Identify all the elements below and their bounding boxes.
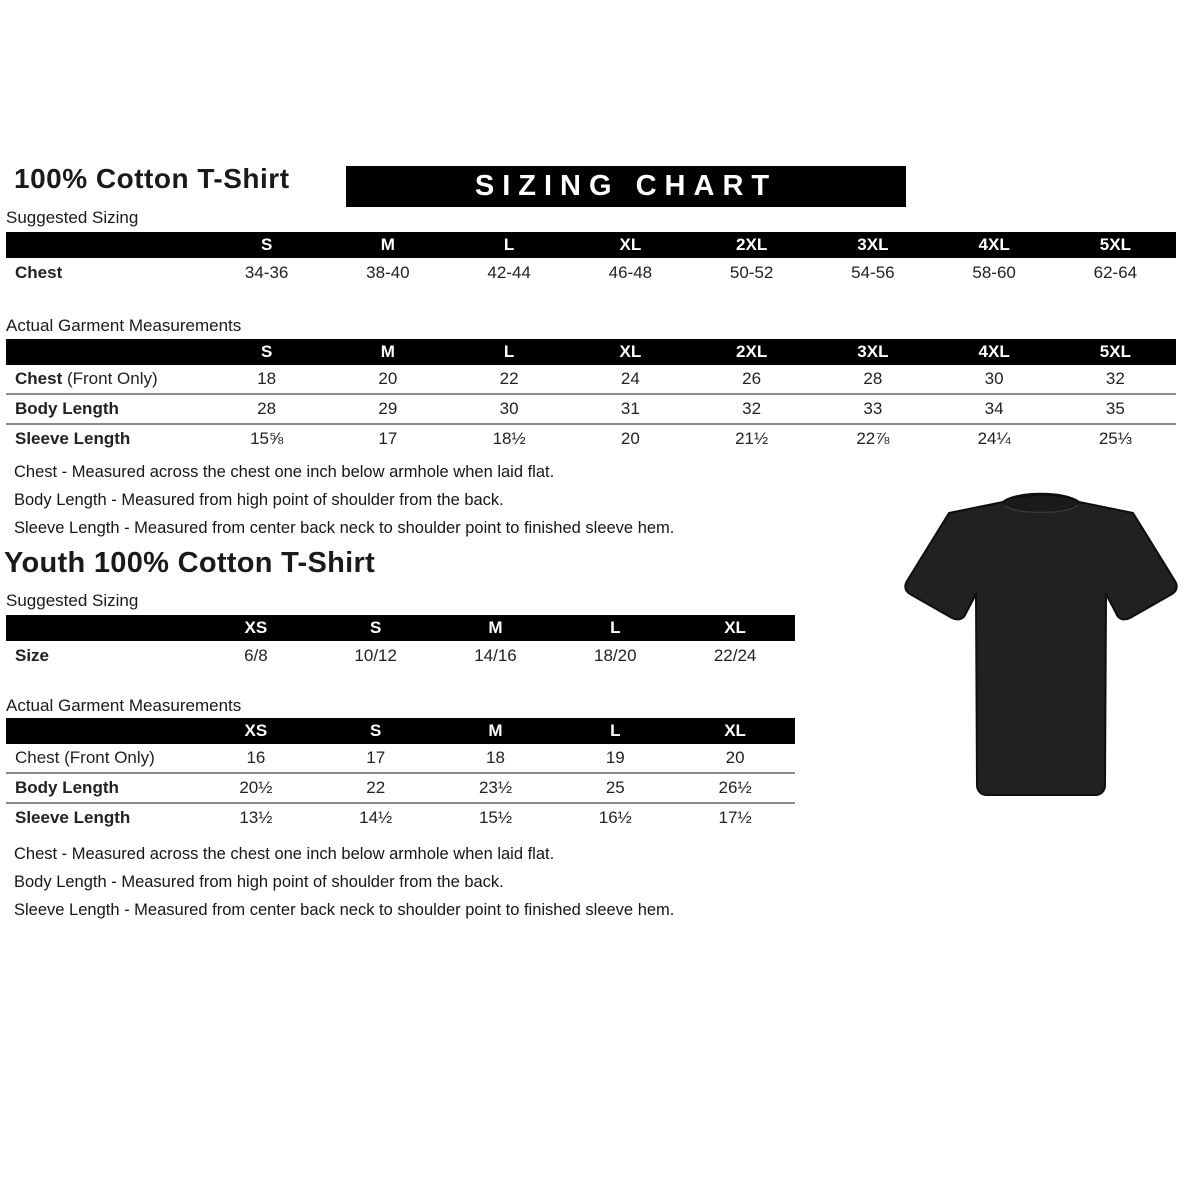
table-cell: 38-40 (366, 263, 410, 282)
note-chest: Chest - Measured across the chest one inch below armhole when laid flat. (14, 463, 555, 481)
column-header: XL (724, 618, 746, 637)
column-header: 4XL (978, 235, 1010, 254)
column-header: M (488, 618, 503, 637)
row-label: Chest (15, 263, 63, 282)
table-row (6, 744, 795, 772)
youth-measurement-notes (14, 840, 674, 924)
table-cell: 14/16 (474, 646, 517, 665)
column-header: 3XL (857, 342, 889, 361)
column-header: 5XL (1099, 235, 1131, 254)
column-header: S (370, 618, 382, 637)
table-cell: 17 (366, 748, 386, 767)
table-row (6, 641, 795, 671)
youth-suggested-sizing-table (6, 615, 795, 671)
note-body-length: Body Length - Measured from high point of shoulder from the back. (14, 491, 504, 509)
table-cell: 13½ (239, 808, 273, 827)
row-label: Chest (Front Only) (15, 369, 158, 388)
column-header: S (370, 721, 382, 740)
table-cell: 10/12 (354, 646, 397, 665)
table-cell: 17 (378, 429, 398, 448)
table-cell: 50-52 (729, 263, 774, 282)
row-label: Sleeve Length (15, 429, 131, 448)
column-header: 2XL (736, 342, 768, 361)
adult-suggested-sizing-label: Suggested Sizing (6, 208, 139, 227)
table-cell: 21½ (735, 429, 769, 448)
table-cell: 20½ (239, 778, 273, 797)
row-label: Body Length (15, 399, 119, 418)
table-cell: 24 (620, 369, 640, 388)
table-cell: 25 (605, 778, 625, 797)
youth-section-title: Youth 100% Cotton T-Shirt (4, 547, 376, 579)
column-header: 3XL (857, 235, 889, 254)
table-cell: 18½ (492, 429, 526, 448)
table-cell: 54-56 (851, 263, 895, 282)
table-cell: 29 (378, 399, 398, 418)
table-cell: 62-64 (1093, 263, 1138, 282)
table-cell: 22⅞ (856, 429, 890, 448)
table-cell: 6/8 (244, 646, 268, 665)
column-header: 4XL (978, 342, 1010, 361)
table-cell: 17½ (718, 808, 752, 827)
table-row (6, 393, 1176, 423)
table-row (6, 423, 1176, 453)
table-header-row (6, 232, 1176, 258)
table-header-row (6, 718, 795, 744)
column-header: XL (619, 342, 642, 361)
table-cell: 58-60 (972, 263, 1016, 282)
table-cell: 26½ (718, 778, 752, 797)
note-chest: Chest - Measured across the chest one inch below armhole when laid flat. (14, 845, 555, 863)
row-label: Chest (Front Only) (15, 748, 155, 767)
table-cell: 20 (725, 748, 745, 767)
youth-actual-measurements-label: Actual Garment Measurements (6, 696, 242, 715)
tshirt-image (890, 484, 1192, 810)
table-cell: 18 (486, 748, 505, 767)
youth-suggested-sizing-label: Suggested Sizing (6, 591, 139, 610)
table-cell: 32 (1105, 369, 1125, 388)
table-cell: 34-36 (244, 263, 289, 282)
row-label: Size (15, 646, 50, 665)
column-header: L (503, 235, 515, 254)
table-cell: 16 (246, 748, 266, 767)
table-cell: 30 (984, 369, 1004, 388)
adult-measurement-notes (14, 458, 674, 542)
column-header: M (380, 342, 395, 361)
table-cell: 24¼ (977, 429, 1011, 448)
table-cell: 34 (984, 399, 1004, 418)
adult-actual-measurements-label: Actual Garment Measurements (6, 316, 242, 335)
table-cell: 28 (257, 399, 277, 418)
table-cell: 18 (257, 369, 277, 388)
table-cell: 22 (499, 369, 519, 388)
table-header-row (6, 615, 795, 641)
note-sleeve-length: Sleeve Length - Measured from center back neck to shoulder point to finished sleeve hem. (14, 519, 675, 537)
table-cell: 19 (605, 748, 625, 767)
column-header: L (503, 342, 515, 361)
table-row (6, 772, 795, 802)
table-cell: 26 (742, 369, 762, 388)
table-row (6, 258, 1176, 288)
column-header: M (380, 235, 395, 254)
table-cell: 35 (1105, 399, 1125, 418)
sizing-chart-banner (346, 166, 906, 207)
table-row (6, 802, 795, 832)
table-cell: 25⅓ (1098, 429, 1132, 448)
table-cell: 20 (620, 429, 640, 448)
table-cell: 15⅝ (250, 429, 284, 448)
column-header: L (610, 618, 621, 637)
table-cell: 16½ (598, 808, 632, 827)
youth-actual-measurements-table (6, 718, 795, 832)
page-title: 100% Cotton T-Shirt (14, 163, 290, 194)
table-cell: 22 (366, 778, 386, 797)
column-header: S (260, 235, 273, 254)
table-header-row (6, 339, 1176, 365)
column-header: XL (619, 235, 642, 254)
column-header: L (610, 721, 621, 740)
note-sleeve-length: Sleeve Length - Measured from center back neck to shoulder point to finished sleeve hem. (14, 901, 675, 919)
table-cell: 28 (863, 369, 883, 388)
table-cell: 46-48 (608, 263, 653, 282)
row-label: Body Length (15, 778, 119, 797)
column-header: M (488, 721, 503, 740)
column-header: XL (724, 721, 746, 740)
table-cell: 23½ (478, 778, 513, 797)
note-body-length: Body Length - Measured from high point of shoulder from the back. (14, 873, 504, 891)
table-cell: 30 (499, 399, 519, 418)
table-cell: 18/20 (594, 646, 637, 665)
column-header: XS (244, 618, 268, 637)
table-cell: 42-44 (487, 263, 531, 282)
table-cell: 14½ (359, 808, 393, 827)
column-header: 5XL (1099, 342, 1131, 361)
row-label: Sleeve Length (15, 808, 131, 827)
table-cell: 20 (378, 369, 398, 388)
adult-actual-measurements-table (6, 339, 1176, 453)
table-cell: 33 (863, 399, 883, 418)
table-row (6, 365, 1176, 393)
table-cell: 32 (742, 399, 762, 418)
column-header: 2XL (736, 235, 768, 254)
table-cell: 22/24 (713, 646, 757, 665)
adult-suggested-sizing-table (6, 232, 1176, 288)
column-header: S (260, 342, 273, 361)
sizing-chart-banner-text: SIZING CHART (474, 170, 778, 202)
table-cell: 15½ (478, 808, 513, 827)
column-header: XS (244, 721, 268, 740)
table-cell: 31 (620, 399, 640, 418)
